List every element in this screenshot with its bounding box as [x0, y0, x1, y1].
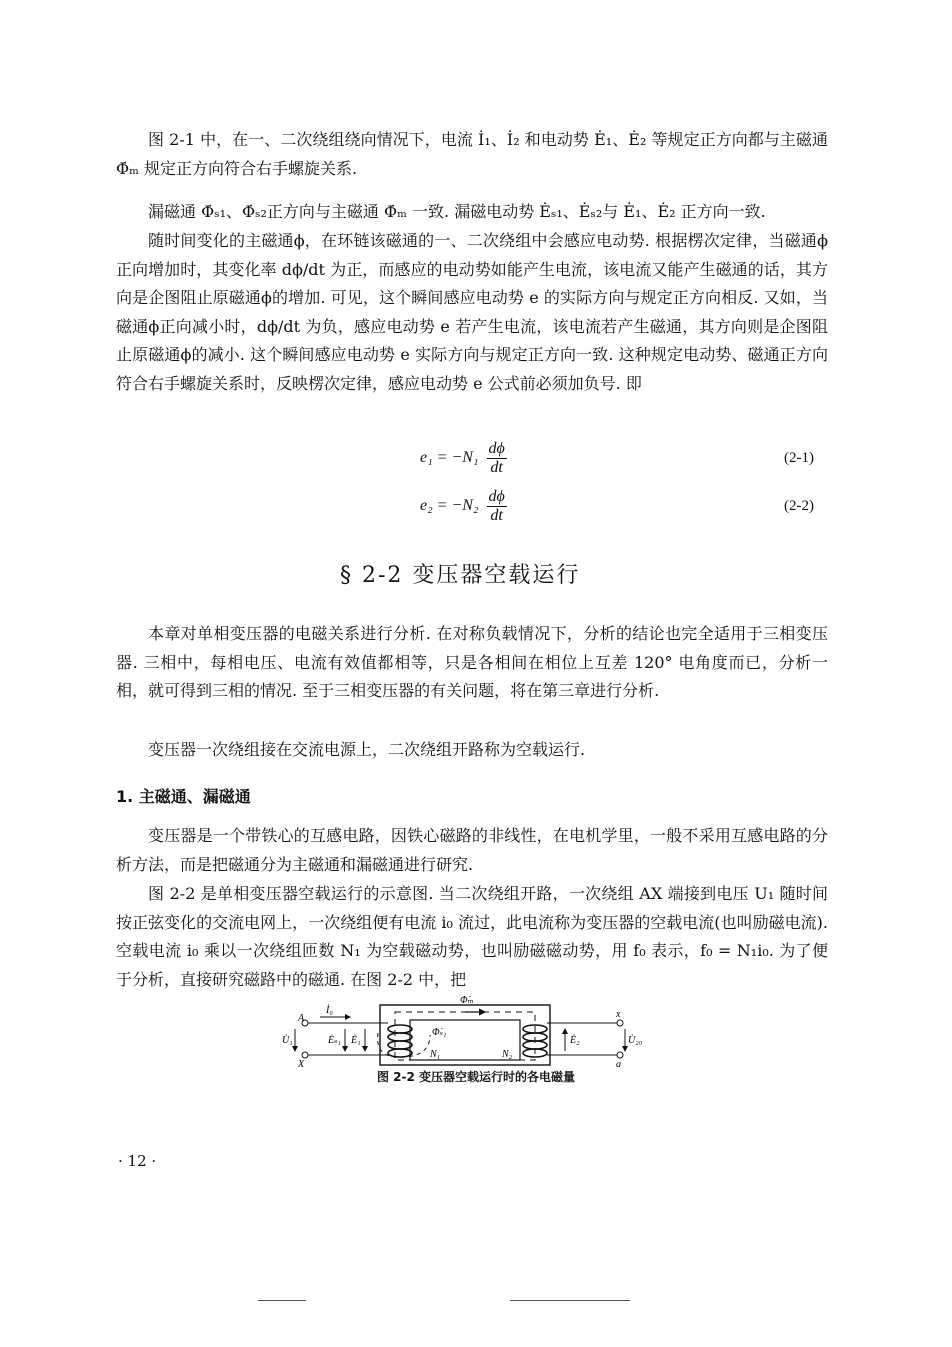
equation-2-1 — [420, 440, 507, 477]
equation-fraction — [487, 440, 507, 477]
label-U1: U̇₁ — [282, 1035, 293, 1046]
paragraph-1: 图 2-1 中，在一、二次绕组绕向情况下，电流 İ₁、İ₂ 和电动势 Ė₁、Ė₂ 等规定正方向都与主磁通 Φ̇ₘ 规定正方向符合右手螺旋关系. — [116, 130, 828, 178]
leakage-flux-path — [378, 1033, 430, 1057]
label-x: x — [616, 1009, 621, 1020]
label-E2: Ė₂ — [570, 1035, 580, 1046]
terminal-X — [302, 1052, 308, 1058]
label-E1: Ė₁ — [351, 1035, 361, 1046]
label-N2: N₂ — [502, 1049, 513, 1060]
label-X: X — [298, 1059, 305, 1070]
scan-rule-left — [258, 1300, 306, 1301]
label-N1: N₁ — [430, 1049, 441, 1060]
transformer-diagram — [280, 995, 643, 1070]
paragraph-2: 漏磁通 Φ̇ₛ₁、Φ̇ₛ₂正方向与主磁通 Φ̇ₘ 一致. 漏磁电动势 Ėₛ₁、Ėₛ₂与 Ė₁、Ė₂ 正方向一致. — [148, 202, 766, 221]
figure-caption: 图 2-2 变压器空载运行时的各电磁量 — [376, 1070, 576, 1084]
section-title: § 2-2 变压器空载运行 — [340, 563, 581, 588]
equation-fraction — [487, 488, 507, 525]
equation-lhs: e₁ = −N₁ — [420, 449, 479, 467]
equation-number: (2-1) — [784, 450, 814, 466]
equation-2-2 — [420, 488, 507, 525]
scan-rule-right — [510, 1300, 630, 1301]
paragraph-7: 图 2-2 是单相变压器空载运行的示意图. 当二次绕组开路，一次绕组 AX 端接到电压 U₁ 随时间按正弦变化的交流电网上，一次绕组便有电流 i₀ 流过，此电流称为变压器的空载电流(也叫励磁电流). 空载电流 i₀ 乘以一次绕组匝数 N₁ 为空载磁动势，也叫励磁磁动势，用 f₀ 表示，f₀ = N₁i₀. 为了便于分析，直接研究磁路中的磁通. 在图 2-2 中，把 — [116, 884, 828, 989]
terminal-a — [617, 1052, 623, 1058]
terminal-x — [617, 1020, 623, 1026]
paragraph-6: 变压器是一个带铁心的互感电路，因铁心磁路的非线性，在电机学里，一般不采用互感电路的分析方法，而是把磁通分为主磁通和漏磁通进行研究. — [116, 826, 828, 874]
equation-lhs: e₂ = −N₂ — [420, 497, 479, 515]
page-number: · 12 · — [118, 1152, 157, 1170]
equation-number: (2-2) — [784, 498, 814, 514]
paragraph-5: 变压器一次绕组接在交流电源上，二次绕组开路称为空载运行. — [148, 740, 586, 759]
label-U20: U̇₂₀ — [628, 1035, 643, 1046]
main-flux-path — [395, 1012, 535, 1060]
label-phi-m: Φ̇ₘ — [460, 995, 474, 1006]
label-I0: İ₀ — [326, 1005, 333, 1016]
fraction-denominator: dt — [490, 507, 503, 524]
label-phi-s1: Φ̇ₛ₁ — [432, 1027, 447, 1038]
label-A: A — [298, 1013, 305, 1024]
label-Es1: Ėₛ₁ — [328, 1035, 341, 1046]
fraction-numerator: dϕ — [488, 440, 505, 457]
primary-winding — [388, 1025, 412, 1057]
fraction-denominator: dt — [490, 459, 503, 476]
paragraph-4: 本章对单相变压器的电磁关系进行分析. 在对称负载情况下，分析的结论也完全适用于三相变压器. 三相中，每相电压、电流有效值都相等，只是各相间在相位上互差 120° 电角度而已，分析一相，就可得到三相的情况. 至于三相变压器的有关问题，将在第三章进行分析. — [116, 624, 828, 701]
paragraph-3: 随时间变化的主磁通ϕ，在环链该磁通的一、二次绕组中会感应电动势. 根据楞次定律，当磁通ϕ正向增加时，其变化率 dϕ/dt 为正，而感应的电动势如能产生电流，该电流又能产生磁通的话，其方向是企图阻止原磁通ϕ的增加. 可见，这个瞬间感应电动势 e 的实际方向与规定正方向相反. 又如，当磁通ϕ正向减小时，dϕ/dt 为负，感应电动势 e 若产生电流，该电流若产生磁通，其方向则是企图阻止原磁通ϕ的减小. 这个瞬间感应电动势 e 实际方向与规定正方向一致. 这种规定电动势、磁通正方向符合右手螺旋关系时，反映楞次定律，感应电动势 e 公式前必须加负号. 即 — [116, 231, 828, 393]
subheading: 1. 主磁通、漏磁通 — [116, 787, 251, 806]
fraction-numerator: dϕ — [488, 488, 505, 505]
label-a: a — [616, 1059, 621, 1070]
